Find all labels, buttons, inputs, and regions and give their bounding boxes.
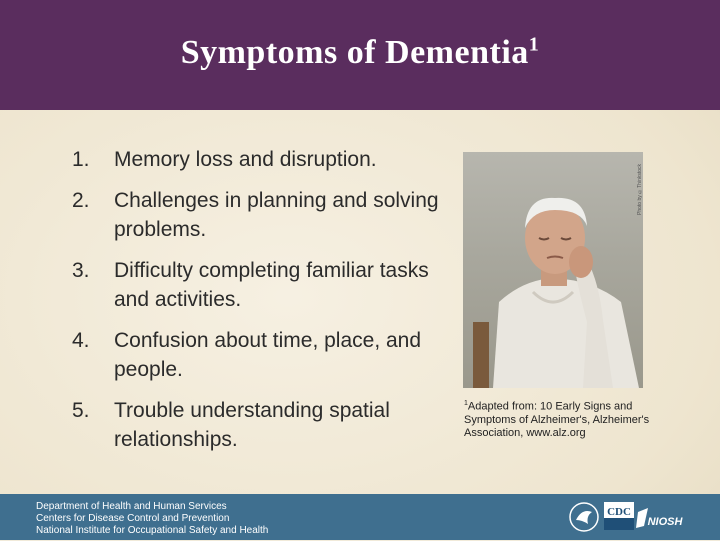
footnote-text: Adapted from: 10 Early Signs and Symptoms of Alzheimer's, Alzheimer's Association, www.alz.org [464, 400, 650, 439]
item-number: 3. [72, 259, 90, 282]
list-item [72, 326, 452, 384]
photo-credit: Photo by ©Thinkstock [637, 163, 643, 215]
list-item [72, 256, 452, 314]
elderly-man-photo [463, 152, 643, 388]
footer-logos [568, 498, 694, 536]
footnote-marker: 1 [464, 400, 468, 407]
item-text: Memory loss and disruption. [114, 148, 377, 171]
list-item [72, 186, 452, 244]
niosh-logo-icon [636, 508, 683, 528]
hhs-eagle-icon [570, 503, 598, 531]
symptom-list [72, 145, 452, 466]
list-item [72, 396, 452, 454]
elderly-man-illustration [463, 152, 643, 388]
page-title [0, 34, 720, 72]
item-text: Difficulty completing familiar tasks and activities. [114, 259, 429, 311]
item-number: 5. [72, 399, 90, 422]
item-number: 4. [72, 329, 90, 352]
item-text: Trouble understanding spatial relationships. [114, 399, 390, 451]
item-text: Confusion about time, place, and people. [114, 329, 422, 381]
title-superscript: 1 [528, 33, 540, 56]
niosh-logo-text: NIOSH [647, 516, 683, 528]
title-text: Symptoms of Dementia [180, 34, 529, 71]
cdc-logo-icon [604, 502, 634, 530]
cdc-logo-text: CDC [607, 506, 631, 518]
footer-line: National Institute for Occupational Safety and Health [36, 525, 269, 536]
footnote [464, 397, 664, 440]
list-item [72, 145, 452, 174]
footer-line: Centers for Disease Control and Prevention [36, 513, 230, 524]
item-number: 1. [72, 148, 90, 171]
footer-agency-text [36, 501, 268, 537]
footer-line: Department of Health and Human Services [36, 501, 227, 512]
item-number: 2. [72, 189, 90, 212]
item-text: Challenges in planning and solving problems. [114, 189, 439, 241]
